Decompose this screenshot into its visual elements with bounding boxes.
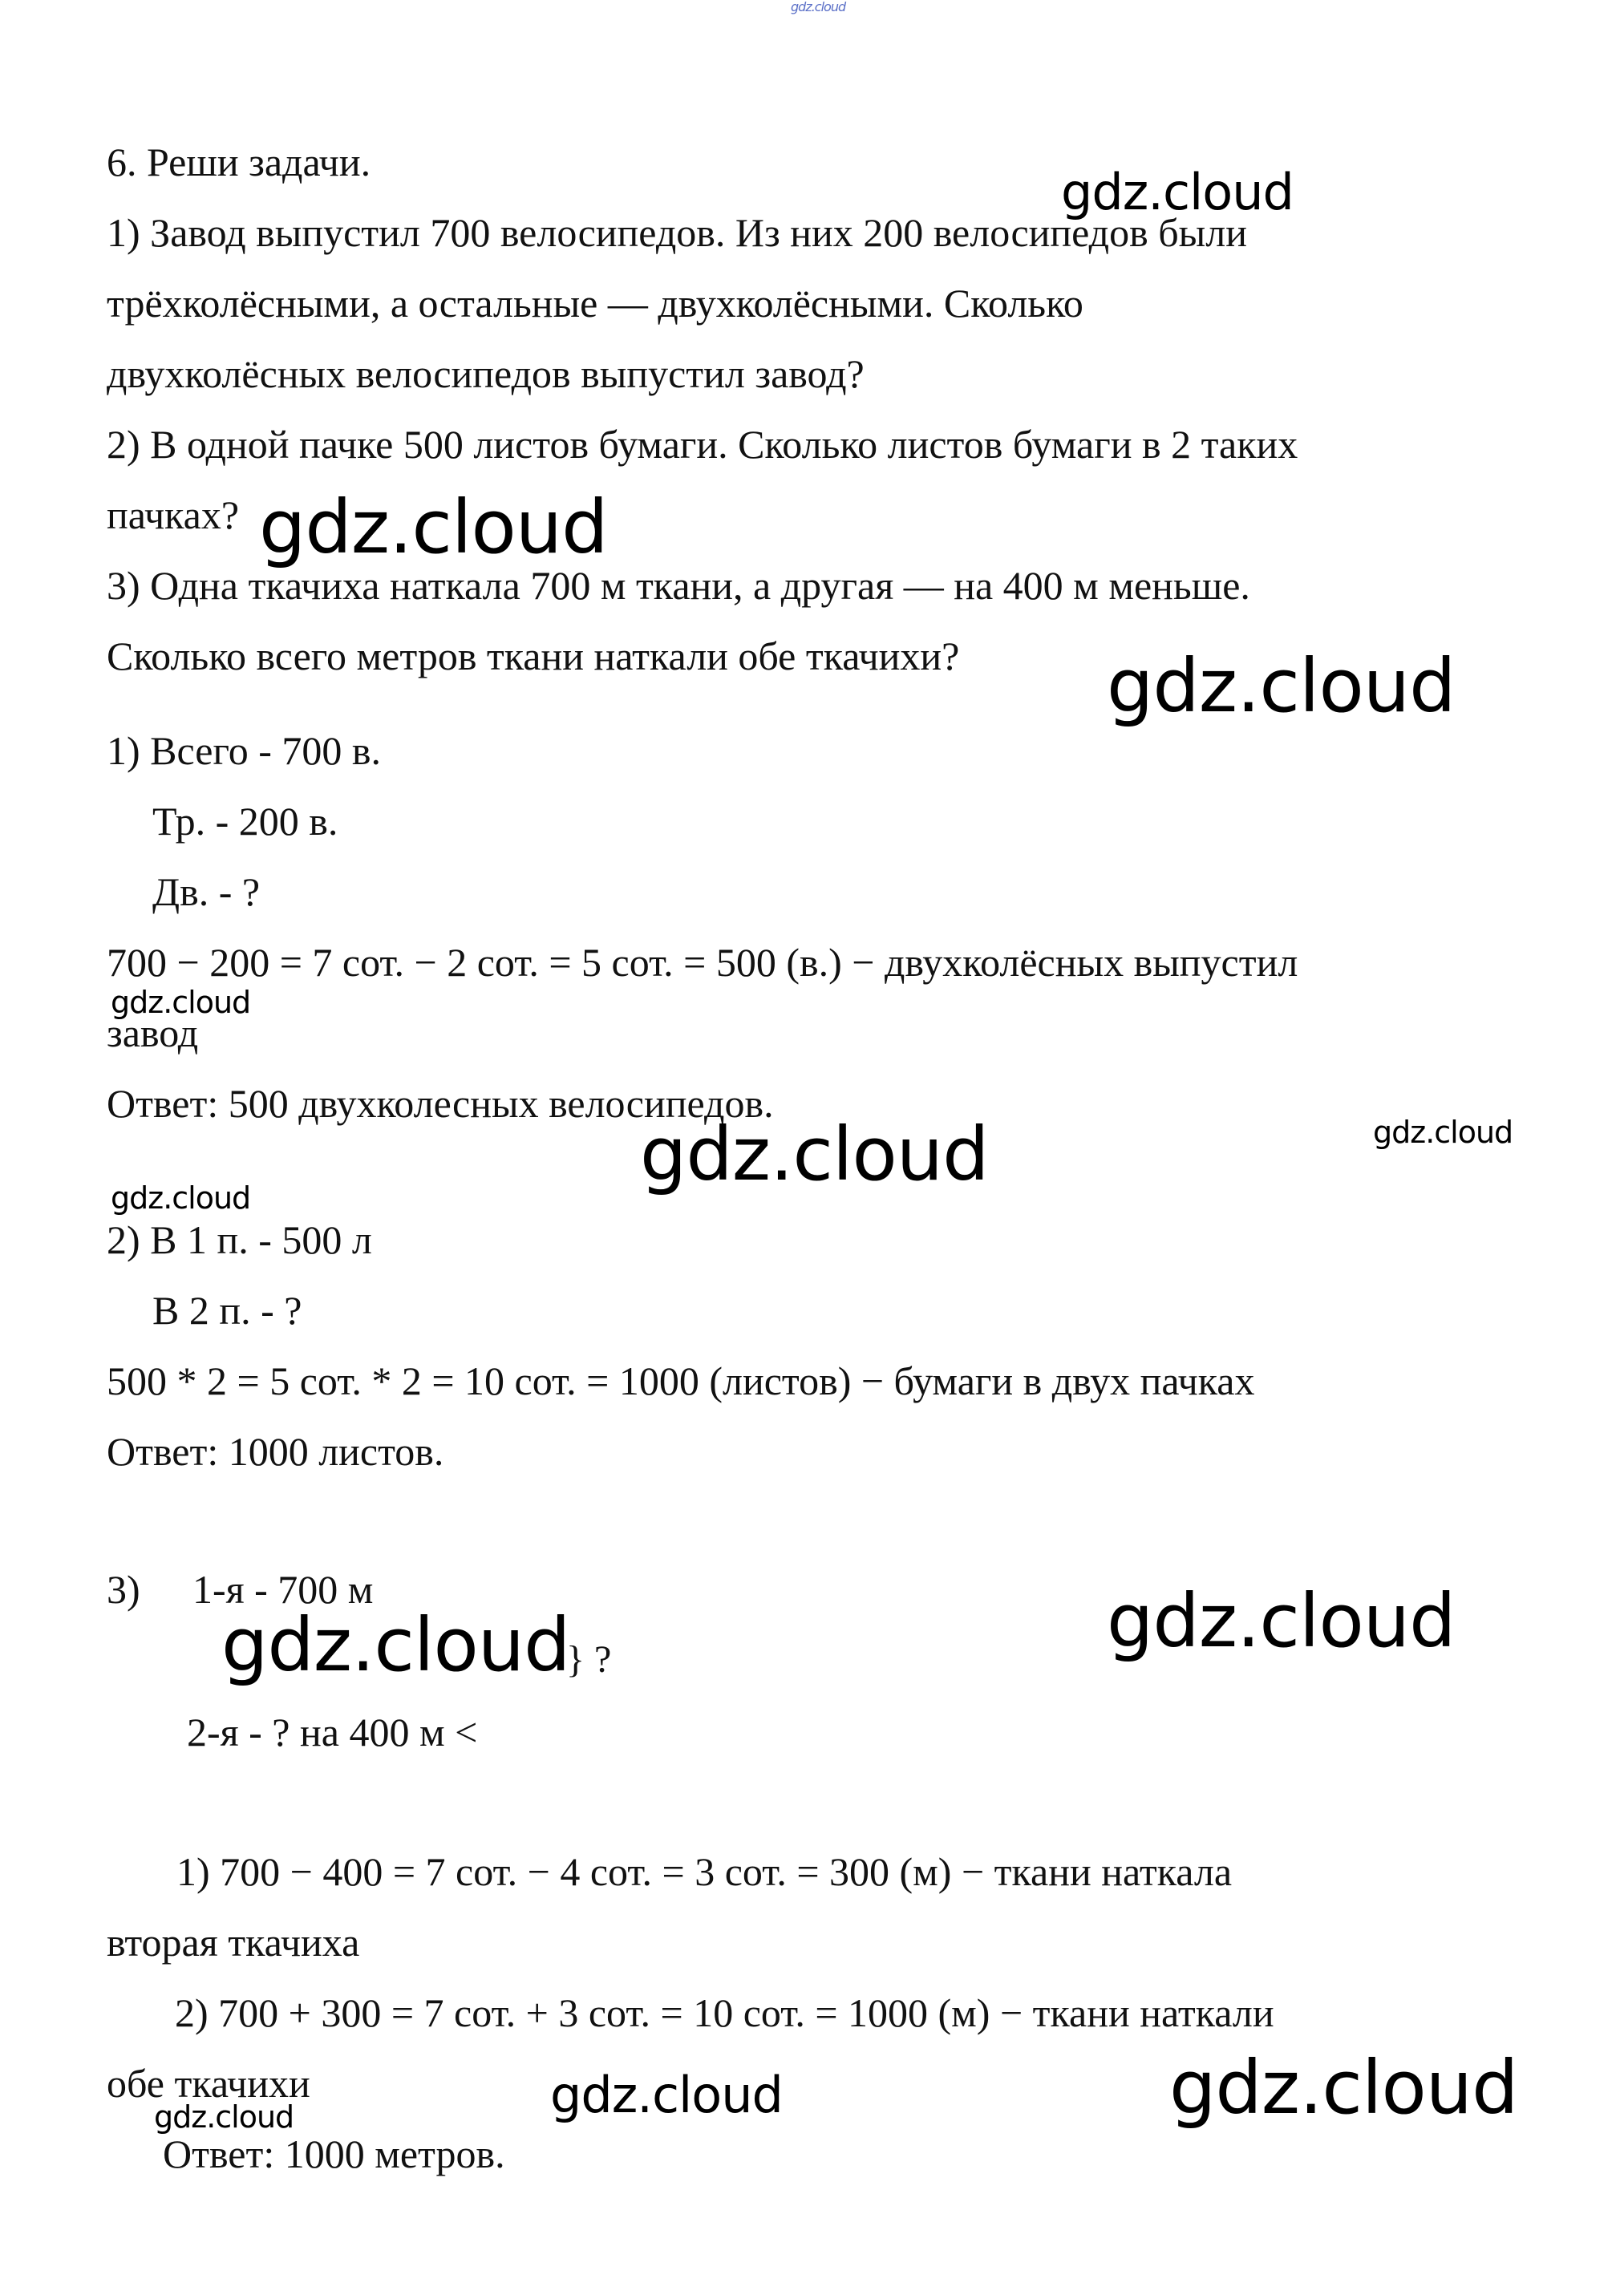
watermark: gdz.cloud bbox=[1061, 163, 1294, 221]
solution3-step2-line1: 2) 700 + 300 = 7 сот. + 3 сот. = 10 сот. = 1000 (м) − ткани наткали bbox=[175, 1990, 1274, 2035]
solution3-second: 2-я - ? на 400 м < bbox=[187, 1710, 478, 1755]
solution1-calc-line2: завод bbox=[107, 1010, 199, 1055]
watermark: gdz.cloud bbox=[221, 1602, 570, 1688]
problem1-line3: двухколёсных велосипедов выпустил завод? bbox=[107, 351, 865, 396]
solution1-answer: Ответ: 500 двухколесных велосипедов. bbox=[107, 1081, 774, 1126]
solution3-answer: Ответ: 1000 метров. bbox=[163, 2131, 505, 2176]
watermark: gdz.cloud bbox=[1169, 2045, 1518, 2131]
task-title: 6. Реши задачи. bbox=[107, 140, 371, 184]
problem1-line1: 1) Завод выпустил 700 велосипедов. Из них 200 велосипедов были bbox=[107, 210, 1247, 255]
problem1-line2: трёхколёсными, а остальные — двухколёсными. Сколько bbox=[107, 281, 1083, 326]
solution2-answer: Ответ: 1000 листов. bbox=[107, 1429, 444, 1474]
problem3-line1: 3) Одна ткачиха наткала 700 м ткани, а другая — на 400 м меньше. bbox=[107, 563, 1250, 608]
watermark: gdz.cloud bbox=[154, 2099, 294, 2135]
solution3-label: 3) bbox=[107, 1567, 140, 1612]
watermark: gdz.cloud bbox=[1373, 1115, 1513, 1150]
solution1-short-three: Тр. - 200 в. bbox=[152, 799, 338, 844]
problem2-line2: пачках? bbox=[107, 492, 240, 537]
solution1-short-total: 1) Всего - 700 в. bbox=[107, 728, 382, 773]
header-watermark: gdz.cloud bbox=[791, 0, 846, 14]
solution3-step1-line1: 1) 700 − 400 = 7 сот. − 4 сот. = 3 сот. = 300 (м) − ткани наткала bbox=[176, 1849, 1233, 1894]
watermark: gdz.cloud bbox=[640, 1111, 989, 1197]
watermark: gdz.cloud bbox=[111, 1180, 251, 1216]
solution2-short-two: В 2 п. - ? bbox=[152, 1288, 302, 1333]
solution2-short-one: 2) В 1 п. - 500 л bbox=[107, 1217, 372, 1262]
solution1-calc-line1: 700 − 200 = 7 сот. − 2 сот. = 5 сот. = 500 (в.) − двухколёсных выпустил bbox=[107, 940, 1298, 985]
solution3-brace: } ? bbox=[566, 1638, 612, 1681]
watermark: gdz.cloud bbox=[259, 484, 608, 570]
solution3-first: 1-я - 700 м bbox=[192, 1567, 374, 1612]
solution3-step2-line2: обе ткачихи bbox=[107, 2061, 310, 2106]
watermark: gdz.cloud bbox=[1107, 1578, 1456, 1664]
solution3-step1-line2: вторая ткачиха bbox=[107, 1920, 360, 1965]
watermark: gdz.cloud bbox=[111, 985, 251, 1020]
solution1-short-two: Дв. - ? bbox=[152, 869, 261, 914]
watermark: gdz.cloud bbox=[550, 2066, 783, 2124]
watermark: gdz.cloud bbox=[1107, 643, 1456, 729]
problem3-line2: Сколько всего метров ткани наткали обе ткачихи? bbox=[107, 633, 960, 678]
problem2-line1: 2) В одной пачке 500 листов бумаги. Сколько листов бумаги в 2 таких bbox=[107, 422, 1298, 467]
solution2-calc: 500 * 2 = 5 сот. * 2 = 10 сот. = 1000 (листов) − бумаги в двух пачках bbox=[107, 1358, 1255, 1403]
